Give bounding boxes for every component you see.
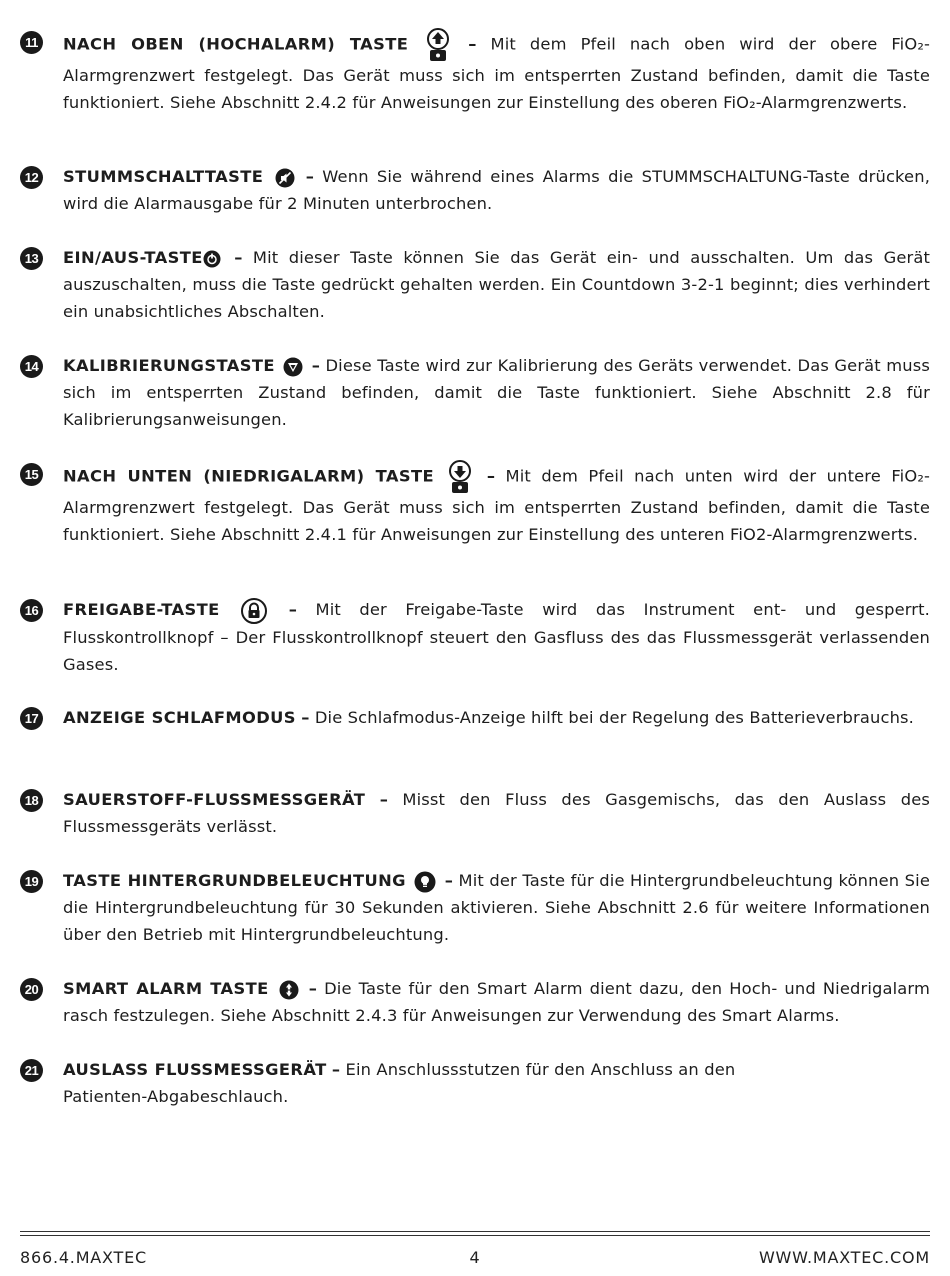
item-description: ANZEIGE SCHLAFMODUS – Die Schlafmodus-Anzeige hilft bei der Regelung des Batterieverbrauchs. (63, 708, 914, 727)
item-number-badge: 13 (20, 247, 43, 270)
list-item (20, 786, 930, 840)
list-item (20, 28, 930, 116)
item-body-text: Die Taste für den Smart Alarm dient dazu, den Hoch- und Niedrigalarm rasch festzulegen. Siehe Abschnitt 2.4.3 für Anweisungen zur Verwendung des Smart Alarms. (63, 979, 930, 1025)
item-body-text: Wenn Sie während eines Alarms die STUMMSCHALTUNG-Taste drücken, wird die Alarmausgabe für 2 Minuten unterbrochen. (63, 167, 931, 213)
list-item (20, 1056, 930, 1110)
item-title: FREIGABE-TASTE (63, 600, 220, 619)
item-description: KALIBRIERUNGSTASTE – Diese Taste wird zur Kalibrierung des Geräts verwendet. Das Gerät muss sich im entsperrten Zustand befinden, damit die Taste funktioniert. Siehe Abschnitt 2.8 für Kalibrierungsanweisungen. (63, 356, 931, 429)
item-description: FREIGABE-TASTE – Mit der Freigabe-Taste wird das Instrument ent- und gesperrt. Flusskontrollknopf – Der Flusskontrollknopf steuert den Gasfluss des das Flussmessgerät verlassenden Gases. (63, 596, 930, 678)
list-item (20, 163, 930, 217)
power-icon (203, 250, 221, 268)
item-number-badge: 14 (20, 355, 43, 378)
item-body-text: Misst den Fluss des Gasgemischs, das den Auslass des Flussmessgeräts verlässt. (63, 790, 930, 836)
item-description: TASTE HINTERGRUNDBELEUCHTUNG – Mit der Taste für die Hintergrundbeleuchtung können Sie die Hintergrundbeleuchtung für 30 Sekunden aktivieren. Siehe Abschnitt 2.6 für weitere Informationen über den Betrieb mit Hintergrundbeleuchtung. (63, 871, 930, 944)
list-item (20, 704, 930, 731)
list-item (20, 867, 930, 948)
item-body-text: Mit der Freigabe-Taste wird das Instrument ent- und gesperrt. Flusskontrollknopf – Der Flusskontrollknopf steuert den Gasfluss des das Flussmessgerät verlassenden Gases. (63, 600, 930, 674)
item-number-badge: 21 (20, 1059, 43, 1082)
item-title: ANZEIGE SCHLAFMODUS (63, 708, 296, 727)
item-body-text: Mit dem Pfeil nach oben wird der obere FiO₂-Alarmgrenzwert festgelegt. Das Gerät muss sich im entsperrten Zustand befinden, damit die Taste funktioniert. Siehe Abschnitt 2.4.2 für Anweisungen zur Einstellung des oberen FiO₂-Alarmgrenzwerts. (63, 34, 931, 112)
item-title: TASTE HINTERGRUNDBELEUCHTUNG (63, 871, 406, 890)
list-item (20, 352, 930, 433)
backlight-bulb-icon (414, 871, 436, 893)
lock-icon (241, 598, 267, 624)
footer-website: WWW.MAXTEC.COM (758, 1248, 930, 1267)
item-title: AUSLASS FLUSSMESSGERÄT (63, 1060, 327, 1079)
footer-divider (20, 1235, 930, 1236)
item-number-badge: 18 (20, 789, 43, 812)
item-body-text: Die Schlafmodus-Anzeige hilft bei der Regelung des Batterieverbrauchs. (314, 708, 914, 727)
item-title: KALIBRIERUNGSTASTE (63, 356, 275, 375)
list-item (20, 975, 930, 1029)
item-number-badge: 19 (20, 870, 43, 893)
item-number-badge: 11 (20, 31, 43, 54)
up-arrow-alarm-icon (425, 28, 451, 62)
item-body-text: Ein Anschlussstutzen für den Anschluss an den Patienten-Abgabeschlauch. (63, 1060, 736, 1106)
footer-divider (20, 1231, 930, 1232)
item-title: SAUERSTOFF-FLUSSMESSGERÄT (63, 790, 366, 809)
item-body-text: Diese Taste wird zur Kalibrierung des Geräts verwendet. Das Gerät muss sich im entsperrten Zustand befinden, damit die Taste funktioniert. Siehe Abschnitt 2.8 für Kalibrierungsanweisungen. (63, 356, 931, 429)
item-description: NACH OBEN (HOCHALARM) TASTE – Mit dem Pfeil nach oben wird der obere FiO₂-Alarmgrenzwert festgelegt. Das Gerät muss sich im entsperrten Zustand befinden, damit die Taste funktioniert. Siehe Abschnitt 2.4.2 für Anweisungen zur Einstellung des oberen FiO₂-Alarmgrenzwerts. (63, 28, 930, 116)
item-title: STUMMSCHALTTASTE (63, 167, 264, 186)
item-description: EIN/AUS-TASTE – Mit dieser Taste können Sie das Gerät ein- und ausschalten. Um das Gerät auszuschalten, muss die Taste gedrückt gehalten werden. Ein Countdown 3-2-1 beginnt; dies verhindert ein unabsichtliches Abschalten. (63, 248, 931, 321)
down-arrow-alarm-icon (447, 460, 473, 494)
item-description: SAUERSTOFF-FLUSSMESSGERÄT – Misst den Fluss des Gasgemischs, das den Auslass des Flussmessgeräts verlässt. (63, 790, 930, 836)
item-description: AUSLASS FLUSSMESSGERÄT – Ein Anschlussstutzen für den Anschluss an den Patienten-Abgabeschlauch. (63, 1060, 736, 1106)
item-number-badge: 12 (20, 166, 43, 189)
item-title: EIN/AUS-TASTE (63, 248, 203, 267)
list-item (20, 460, 930, 548)
item-description: SMART ALARM TASTE – Die Taste für den Smart Alarm dient dazu, den Hoch- und Niedrigalarm rasch festzulegen. Siehe Abschnitt 2.4.3 für Anweisungen zur Verwendung des Smart Alarms. (63, 979, 930, 1025)
item-description: NACH UNTEN (NIEDRIGALARM) TASTE – Mit dem Pfeil nach unten wird der untere FiO₂-Alarmgrenzwert festgelegt. Das Gerät muss sich im entsperrten Zustand befinden, damit die Taste funktioniert. Siehe Abschnitt 2.4.1 für Anweisungen zur Einstellung des unteren FiO2-Alarmgrenzwerts. (63, 460, 930, 548)
list-item (20, 596, 930, 678)
page-number: 4 (469, 1248, 481, 1267)
calibration-icon (283, 357, 303, 377)
item-title: SMART ALARM TASTE (63, 979, 269, 998)
mute-icon (275, 168, 295, 188)
item-number-badge: 17 (20, 707, 43, 730)
item-body-text: Mit der Taste für die Hintergrundbeleuchtung können Sie die Hintergrundbeleuchtung für 30 Sekunden aktivieren. Siehe Abschnitt 2.6 für weitere Informationen über den Betrieb mit Hintergrundbeleuchtung. (63, 871, 930, 944)
item-title: NACH OBEN (HOCHALARM) TASTE (63, 34, 409, 54)
item-number-badge: 16 (20, 599, 43, 622)
item-number-badge: 20 (20, 978, 43, 1001)
item-number-badge: 15 (20, 463, 43, 486)
smart-alarm-icon (279, 980, 299, 1000)
item-body-text: Mit dem Pfeil nach unten wird der untere FiO₂-Alarmgrenzwert festgelegt. Das Gerät muss sich im entsperrten Zustand befinden, damit die Taste funktioniert. Siehe Abschnitt 2.4.1 für Anweisungen zur Einstellung des unteren FiO2-Alarmgrenzwerts. (63, 466, 931, 544)
item-description: STUMMSCHALTTASTE – Wenn Sie während eines Alarms die STUMMSCHALTUNG-Taste drücken, wird die Alarmausgabe für 2 Minuten unterbrochen. (63, 167, 931, 213)
list-item (20, 244, 930, 325)
item-title: NACH UNTEN (NIEDRIGALARM) TASTE (63, 466, 434, 486)
item-body-text: Mit dieser Taste können Sie das Gerät ein- und ausschalten. Um das Gerät auszuschalten, muss die Taste gedrückt gehalten werden. Ein Countdown 3-2-1 beginnt; dies verhindert ein unabsichtliches Abschalten. (63, 248, 931, 321)
footer-phone: 866.4.MAXTEC (20, 1248, 147, 1267)
